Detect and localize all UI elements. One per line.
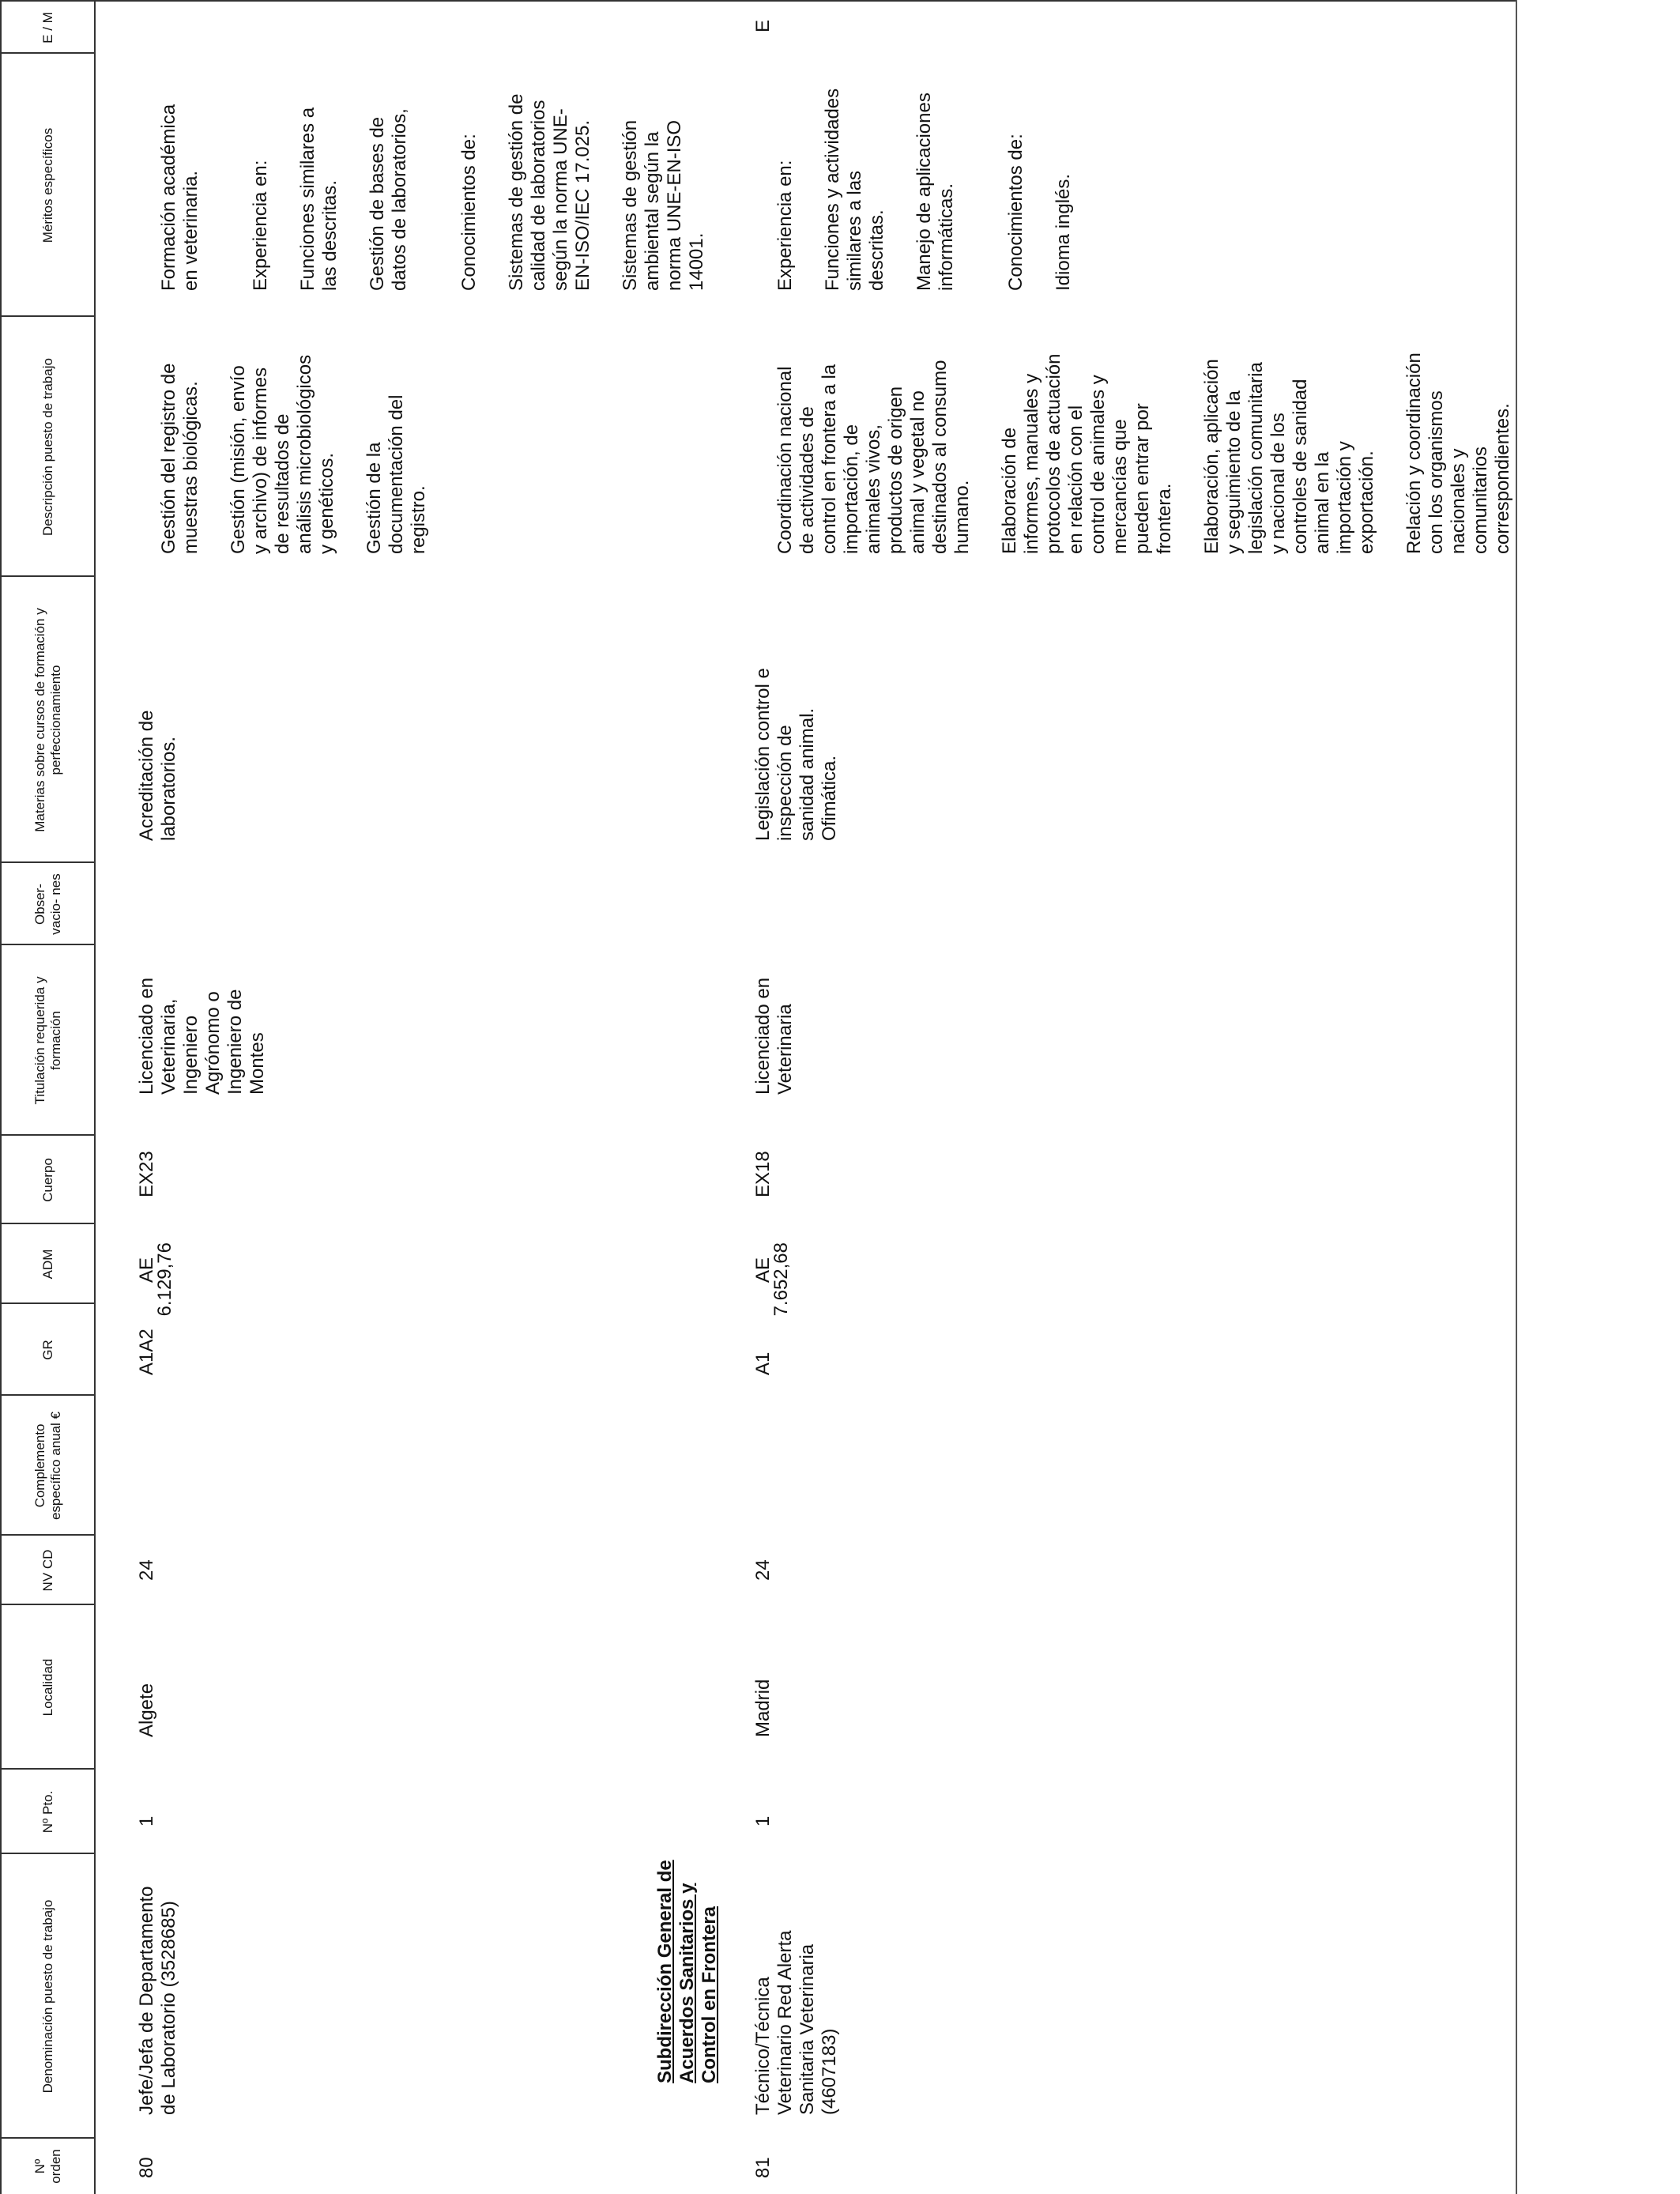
merito-item: Manejo de aplicaciones informáticas. bbox=[913, 92, 957, 291]
header-denominacion: Denominación puesto de trabajo bbox=[40, 1899, 55, 2094]
table-bottom-rule bbox=[1516, 0, 1517, 2194]
row-80-cuerpo: EX23 bbox=[136, 1151, 157, 1197]
row-81-gr: A1 bbox=[752, 1351, 774, 1375]
header-meritos: Méritos específicos bbox=[40, 127, 55, 243]
row-80-denominacion: Jefe/Jefa de Departamento de Laboratorio (3528685) bbox=[136, 1886, 179, 2115]
merito-item: Conocimientos de: bbox=[458, 134, 480, 291]
descripcion-item: Gestión (misión, envío y archivo) de informes de resultados de análisis microbiológicos y genéticos. bbox=[228, 354, 337, 554]
row-81-orden: 81 bbox=[752, 2157, 774, 2178]
row-81-titulacion: Licenciado en Veterinaria bbox=[752, 977, 796, 1095]
row-81-em: E bbox=[752, 19, 774, 32]
row-81-localidad: Madrid bbox=[752, 1679, 774, 1737]
merito-item: Gestión de bases de datos de laboratorios, bbox=[367, 108, 410, 291]
row-80-nv-cd: 24 bbox=[136, 1559, 157, 1581]
descripcion-item: Relación y coordinación con los organismos nacionales y comunitarios correspondientes. bbox=[1403, 352, 1513, 554]
header-orden: Nº orden bbox=[32, 2149, 63, 2184]
descripcion-item: Coordinación nacional de actividades de control en frontera a la importación, de animales vivos, productos de origen animal y vegetal no destinados al consumo humano. bbox=[774, 360, 973, 554]
row-81-descripcion bbox=[752, 317, 1539, 554]
descripcion-item: Elaboración de informes, manuales y protocolos de actuación en relación con el control de animales y mercancías que pueden entrar por frontera. bbox=[999, 353, 1175, 554]
row-80-orden: 80 bbox=[136, 2157, 157, 2178]
row-81-materias: Legislación control e inspección de sanidad animal. Ofimática. bbox=[752, 668, 840, 841]
merito-item: Conocimientos de: bbox=[1005, 134, 1026, 291]
merito-item: Sistemas de gestión de calidad de laboratorios según la norma UNE- EN-ISO/IEC 17.025. bbox=[506, 93, 593, 291]
row-80-descripcion bbox=[136, 317, 455, 554]
header-em: E / M bbox=[40, 12, 55, 43]
row-80-adm: AE bbox=[136, 1257, 157, 1283]
merito-item: Funciones similares a las descritas. bbox=[297, 107, 341, 291]
row-81-meritos bbox=[752, 54, 1100, 291]
header-descripcion: Descripción puesto de trabajo bbox=[40, 358, 55, 536]
merito-item: Formación académica en veterinaria. bbox=[158, 104, 202, 291]
row-81-adm: AE bbox=[752, 1257, 774, 1283]
row-80-titulacion: Licenciado en Veterinaria, Ingeniero Agrónomo o Ingeniero de Montes bbox=[136, 977, 268, 1095]
header-gr: GR bbox=[40, 1340, 55, 1360]
header-adm: ADM bbox=[40, 1249, 55, 1280]
merito-item: Experiencia en: bbox=[250, 160, 271, 291]
merito-item: Idioma inglés. bbox=[1053, 173, 1074, 291]
header-pto: Nº Pto. bbox=[40, 1790, 55, 1834]
row-81-cuerpo: EX18 bbox=[752, 1151, 774, 1197]
row-80-gr: A1A2 bbox=[136, 1329, 157, 1375]
merito-item: Experiencia en: bbox=[774, 160, 796, 291]
header-nv-cd: NV CD bbox=[40, 1549, 55, 1592]
header-titulacion: Titulación requerida y formación bbox=[32, 976, 63, 1105]
rpt-table: Nº orden Denominación puesto de trabajo Nº Pto. Localidad NV CD Complemento específico anual € GR ADM Cuerpo Titulación requerida y formación Obser- vacio- nes Materias sobre cursos de formación y perfeccionamiento Descripción puesto de trabajo Méritos específicos E / M 80 Jefe/Jefa de Departamento de Laboratorio (3528685) 1 Algete 24 6.129,76 A1A2 AE EX23 Licenciado en Veterinaria, Ingeniero Agrónomo o Ingeniero de Montes Acreditación de laboratorios. Gestión del registro de muestras biológicas. Gestión (misión, envío y archivo) de informes de resultados de análisis microbiológicos y genéticos. Gestión de la documentación del registro. Formación académica en veterinaria. Experiencia en: Funciones similares a las descritas. Gestión de bases de datos de laboratorios, Conocimientos de: Sistemas de gestión de calidad de laboratorios según la norma UNE- EN-ISO/IEC 17.025. Sistemas de gestión ambiental según la norma UNE-EN-ISO 14001. Subdirección General de Acuerdos Sanitarios y Control en Frontera 81 Técnico/Técnica Veterinario Red Alerta Sanitaria Veterinaria (4607183) 1 Madrid 24 7.652,68 A1 AE EX18 Licenciado en Veterinaria Legislación control e inspección de sanidad animal. Ofimática. Coordinación nacional de actividades de control en frontera a la importación, de animales vivos, productos de origen animal y vegetal no destinados al consumo humano. Elaboración de informes, manuales y protocolos de actuación en relación con el control de animales y mercancías que pueden entrar por frontera. Elaboración, aplicación y seguimiento de la legislación comunitaria y nacional de los controles de sanidad animal en la importación y exportación. Relación y coordinación con los organismos nacionales y comunitarios correspondientes. Experiencia en: Funciones y actividades similares a las descritas. Manejo de aplicaciones informáticas. Conocimientos de: Idioma inglés. E bbox=[0, 0, 1680, 2194]
header-observaciones: Obser- vacio- nes bbox=[32, 873, 63, 935]
subdireccion-heading: Subdirección General de Acuerdos Sanitarios y Control en Frontera bbox=[654, 1860, 720, 2083]
row-81-pto: 1 bbox=[752, 1815, 774, 1826]
descripcion-item: Gestión de la documentación del registro. bbox=[363, 394, 429, 554]
row-80-localidad: Algete bbox=[136, 1683, 157, 1737]
header-materias: Materias sobre cursos de formación y perfeccionamiento bbox=[32, 608, 63, 832]
row-80-materias: Acreditación de laboratorios. bbox=[136, 710, 179, 841]
header-cuerpo: Cuerpo bbox=[40, 1158, 55, 1202]
header-complemento: Complemento específico anual € bbox=[32, 1411, 63, 1521]
row-80-pto: 1 bbox=[136, 1815, 157, 1826]
merito-item: Funciones y actividades similares a las descritas. bbox=[822, 88, 887, 291]
descripcion-item: Elaboración, aplicación y seguimiento de la legislación comunitaria y nacional de los controles de sanidad animal en la importación y exportación. bbox=[1201, 359, 1377, 554]
descripcion-item: Gestión del registro de muestras biológicas. bbox=[158, 363, 202, 554]
row-81-nv-cd: 24 bbox=[752, 1559, 774, 1581]
row-80-meritos bbox=[136, 54, 733, 291]
merito-item: Sistemas de gestión ambiental según la norma UNE-EN-ISO 14001. bbox=[620, 119, 707, 291]
row-81-denominacion: Técnico/Técnica Veterinario Red Alerta Sanitaria Veterinaria (4607183) bbox=[752, 1930, 840, 2115]
header-localidad: Localidad bbox=[40, 1658, 55, 1717]
